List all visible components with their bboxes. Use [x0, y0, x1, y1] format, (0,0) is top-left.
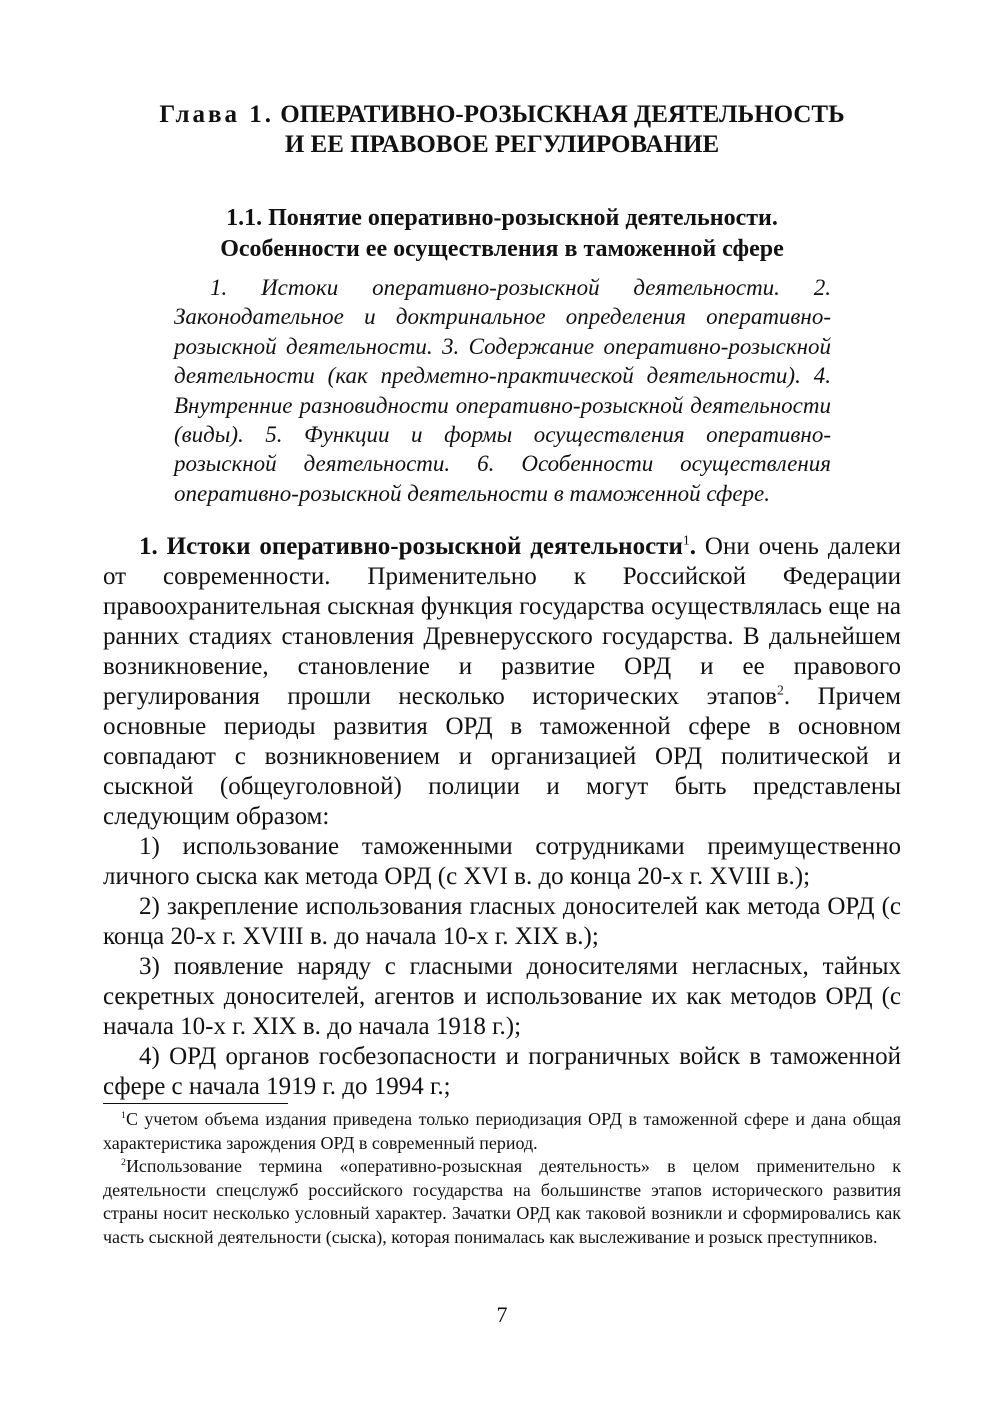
- footnote: [103, 1155, 901, 1249]
- footnote: [103, 1108, 901, 1155]
- chapter-title-line-1: [100, 100, 904, 130]
- chapter-title-line-2: И ЕЕ ПРАВОВОЕ РЕГУЛИРОВАНИЕ: [284, 131, 720, 158]
- footnote-reference: 1: [682, 532, 690, 548]
- body-text: [103, 532, 901, 1102]
- chapter-prefix: Глава 1.: [159, 101, 274, 128]
- paragraph-text: Они очень далеки от современности. Применительно к Российской Федерации правоохранительная сыскная функция государства осуществлялась еще на ранних стадиях становления Древнерусского государства. В дальнейшем возникновение, становление и развитие ОРД и ее правового регулирования прошли несколько исторических этапов: [103, 533, 902, 710]
- section-title-line-1: 1.1. Понятие оперативно-розыскной деятельности.: [226, 205, 778, 231]
- paragraph-text: . Причем основные периоды развития ОРД в таможенной сфере в основном совпадают с возникновением и организацией ОРД политической и сыскной (общеуголовной) полиции и могут быть представлены следующим образом:: [103, 683, 901, 830]
- footnote-text: Использование термина «оперативно-розыскная деятельность» в целом применительно к деятельности спецслужб российского государства на большинстве этапов исторического развития страны носит несколько условный характер. Зачатки ОРД как таковой возникли и сформировались как часть сыскной деятельности (сыска), которая понималась как выслеживание и розыск преступников.: [103, 1156, 901, 1247]
- paragraph-heading: 1. Истоки оперативно-розыскной деятельности: [139, 533, 683, 560]
- page-number: 7: [496, 1302, 508, 1327]
- footnote-mark: 2: [121, 1157, 126, 1168]
- section-abstract: 1. Истоки оперативно-розыскной деятельности. 2. Законодательное и доктринальное определения оперативно-розыскной деятельности. 3. Содержание оперативно-розыскной деятельности (как предметно-практической деятельности). 4. Внутренние разновидности оперативно-розыскной деятельности (виды). 5. Функции и формы осуществления оперативно-розыскной деятельности. 6. Особенности осуществления оперативно-розыскной деятельности в таможенной сфере.: [174, 275, 831, 506]
- chapter-title-text: ОПЕРАТИВНО-РОЗЫСКНАЯ ДЕЯТЕЛЬНОСТЬ: [280, 101, 845, 128]
- footnotes: [103, 1108, 901, 1249]
- paragraph: [103, 532, 901, 832]
- list-item: 1) использование таможенными сотрудниками преимущественно личного сыска как метода ОРД (с XVI в. до конца 20-х г. XVIII в.);: [103, 833, 901, 890]
- footnote-reference: 2: [777, 682, 784, 698]
- footnote-mark: 1: [121, 1110, 126, 1121]
- chapter-title: [100, 100, 904, 160]
- list-item: 4) ОРД органов госбезопасности и пограничных войск в таможенной сфере с начала 1919 г. до 1994 г.;: [103, 1043, 901, 1100]
- footnote-separator: [103, 1103, 288, 1104]
- section-title: [100, 203, 904, 265]
- list-item: 3) появление наряду с гласными доносителями негласных, тайных секретных доносителей, агентов и использование их как методов ОРД (с начала 10-х г. XIX в. до начала 1918 г.);: [103, 953, 901, 1040]
- footnote-text: С учетом объема издания приведена только периодизация ОРД в таможенной сфере и дана общая характеристика зарождения ОРД в современный период.: [103, 1109, 901, 1153]
- section-title-line-2: Особенности ее осуществления в таможенной сфере: [220, 236, 784, 262]
- list-item: 2) закрепление использования гласных доносителей как метода ОРД (с конца 20-х г. XVIII в. до начала 10-х г. XIX в.);: [103, 893, 901, 950]
- heading-period: .: [689, 533, 696, 560]
